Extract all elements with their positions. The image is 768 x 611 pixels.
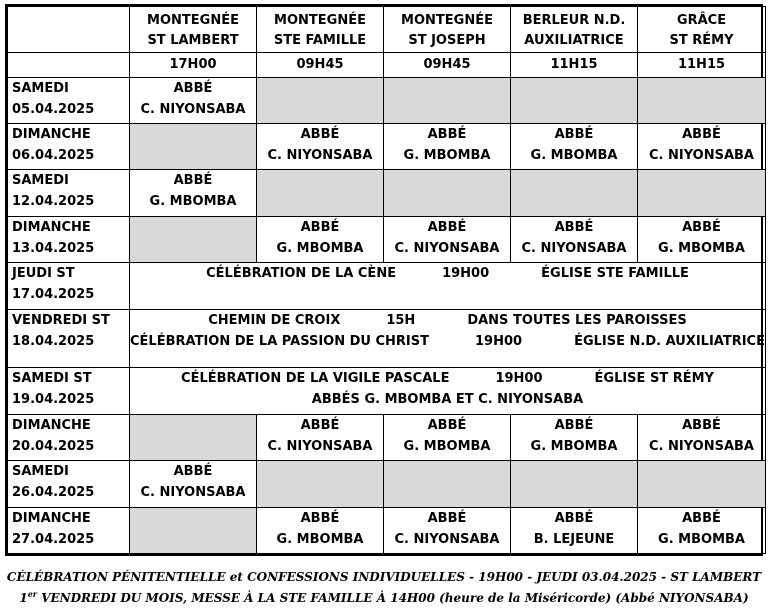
celebrant-cell: [638, 507, 766, 553]
celebration-location: ÉGLISE N.D. AUXILIATRICE: [574, 333, 765, 349]
footer-line-2: [0, 589, 768, 605]
celebrant-cell: [130, 461, 257, 507]
empty-cell: [638, 461, 766, 507]
church-name-line2: ST JOSEPH: [408, 33, 486, 48]
empty-cell: [384, 461, 511, 507]
celebration-time: 19H00: [442, 266, 490, 282]
date-label: 18.04.2025: [12, 333, 95, 349]
date-cell: [8, 507, 130, 553]
date-label: 19.04.2025: [12, 392, 95, 408]
footer-ordinal-suffix: er: [27, 589, 38, 599]
celebrant-title: ABBÉ: [427, 127, 467, 143]
celebrant-cell: [257, 124, 384, 170]
church-name-line1: BERLEUR N.D.: [522, 13, 626, 28]
celebrant-name: C. NIYONSABA: [267, 148, 373, 164]
celebrant-name: C. NIYONSABA: [267, 438, 373, 454]
celebrant-name: C. NIYONSABA: [140, 485, 246, 501]
schedule-row: [8, 414, 766, 460]
header-row-churches: [8, 7, 766, 53]
church-header: [511, 7, 638, 53]
date-label: 13.04.2025: [12, 240, 95, 256]
special-celebration-cell: [130, 368, 766, 414]
celebration-title: CHEMIN DE CROIX: [208, 312, 341, 328]
day-label: DIMANCHE: [12, 219, 91, 235]
celebrant-title: ABBÉ: [682, 510, 721, 526]
date-label: 26.04.2025: [12, 485, 95, 501]
mass-schedule-table: [7, 6, 766, 554]
date-cell: [8, 368, 130, 414]
footer-line-2-text: VENDREDI DU MOIS, MESSE À LA STE FAMILLE À 14H00 (heure de la Miséricorde) (Abbé NIYONSABA): [37, 591, 749, 605]
date-cell: [8, 461, 130, 507]
schedule-row: [8, 309, 766, 368]
day-label: SAMEDI: [12, 80, 69, 96]
day-label: SAMEDI: [12, 464, 69, 480]
celebrant-title: ABBÉ: [300, 219, 340, 235]
church-name-line1: MONTEGNÉE: [274, 13, 366, 28]
celebrant-cell: [257, 216, 384, 262]
date-cell: [8, 124, 130, 170]
celebrant-cell: [384, 414, 511, 460]
celebrant-cell: [257, 414, 384, 460]
celebrant-cell: [130, 170, 257, 216]
date-cell: [8, 77, 130, 123]
empty-cell: [511, 77, 638, 123]
schedule-row: [8, 170, 766, 216]
celebrant-title: ABBÉ: [682, 417, 721, 433]
celebrant-title: ABBÉ: [300, 417, 340, 433]
schedule-table-frame: [5, 4, 763, 556]
celebration-location: ÉGLISE ST RÉMY: [594, 371, 714, 387]
celebrant-name: C. NIYONSABA: [649, 438, 754, 454]
celebrant-cell: [130, 77, 257, 123]
celebrant-cell: [511, 124, 638, 170]
empty-cell: [638, 77, 766, 123]
day-label: VENDREDI ST: [12, 312, 110, 328]
celebration-location: ÉGLISE STE FAMILLE: [541, 266, 689, 282]
celebration-line: [130, 263, 765, 284]
church-header: [130, 7, 257, 53]
celebration-time: 19H00: [475, 333, 523, 349]
special-celebration-cell: [130, 263, 766, 309]
special-celebration-cell: [130, 309, 766, 368]
date-label: 27.04.2025: [12, 531, 95, 547]
celebrant-title: ABBÉ: [682, 219, 721, 235]
celebrant-title: ABBÉ: [300, 127, 340, 143]
celebrant-title: ABBÉ: [554, 510, 594, 526]
day-label: SAMEDI: [12, 173, 69, 189]
schedule-row: [8, 507, 766, 553]
mass-time: 17H00: [130, 53, 257, 77]
celebrant-title: ABBÉ: [427, 219, 467, 235]
date-label: 06.04.2025: [12, 148, 95, 164]
day-label: DIMANCHE: [12, 510, 91, 526]
celebrant-name: C. NIYONSABA: [140, 101, 246, 117]
celebration-note: ABBÉS G. MBOMBA ET C. NIYONSABA: [311, 392, 584, 408]
celebrant-title: ABBÉ: [427, 417, 467, 433]
celebrant-cell: [384, 507, 511, 553]
date-cell: [8, 309, 130, 368]
corner-cell: [8, 7, 130, 53]
celebration-line: [130, 368, 765, 389]
day-label: JEUDI ST: [12, 266, 75, 282]
empty-cell: [384, 77, 511, 123]
celebrant-name: G. MBOMBA: [276, 240, 364, 256]
empty-cell: [130, 414, 257, 460]
celebrant-title: ABBÉ: [173, 464, 213, 480]
mass-time: 11H15: [638, 53, 766, 77]
celebrant-name: C. NIYONSABA: [394, 531, 500, 547]
celebration-title: CÉLÉBRATION DE LA CÈNE: [206, 266, 397, 282]
day-label: SAMEDI ST: [12, 371, 92, 387]
date-label: 20.04.2025: [12, 438, 95, 454]
celebrant-name: C. NIYONSABA: [521, 240, 627, 256]
empty-cell: [257, 77, 384, 123]
celebrant-title: ABBÉ: [682, 127, 721, 143]
celebrant-cell: [511, 507, 638, 553]
church-name-line2: AUXILIATRICE: [524, 33, 624, 48]
celebration-time: 19H00: [495, 371, 543, 387]
celebrant-cell: [511, 216, 638, 262]
celebrant-name: G. MBOMBA: [403, 148, 491, 164]
date-label: 05.04.2025: [12, 101, 95, 117]
celebrant-cell: [511, 414, 638, 460]
schedule-row: [8, 263, 766, 309]
celebrant-name: G. MBOMBA: [149, 194, 237, 210]
footer-line-1: CÉLÉBRATION PÉNITENTIELLE et CONFESSIONS INDIVIDUELLES - 19H00 - JEUDI 03.04.2025 - ST LAMBERT: [6, 570, 762, 584]
celebrant-title: ABBÉ: [554, 417, 594, 433]
date-cell: [8, 170, 130, 216]
date-cell: [8, 216, 130, 262]
celebrant-title: ABBÉ: [427, 510, 467, 526]
schedule-row: [8, 77, 766, 123]
celebrant-name: C. NIYONSABA: [649, 148, 754, 164]
celebrant-title: ABBÉ: [173, 173, 213, 189]
schedule-row: [8, 368, 766, 414]
empty-cell: [130, 124, 257, 170]
church-header: [638, 7, 766, 53]
church-header: [257, 7, 384, 53]
corner-cell: [8, 53, 130, 77]
celebrant-name: B. LEJEUNE: [533, 531, 615, 547]
celebrant-title: ABBÉ: [554, 219, 594, 235]
celebrant-name: G. MBOMBA: [530, 148, 618, 164]
celebrant-title: ABBÉ: [173, 80, 213, 96]
empty-cell: [384, 170, 511, 216]
celebration-line: [130, 310, 765, 331]
empty-cell: [130, 507, 257, 553]
date-label: 17.04.2025: [12, 287, 95, 303]
empty-cell: [511, 170, 638, 216]
date-label: 12.04.2025: [12, 194, 95, 210]
mass-time: 09H45: [384, 53, 511, 77]
church-name-line1: MONTEGNÉE: [401, 13, 493, 28]
celebration-title: CÉLÉBRATION DE LA PASSION DU CHRIST: [130, 333, 430, 349]
church-name-line1: MONTEGNÉE: [147, 13, 239, 28]
church-name-line2: ST LAMBERT: [147, 33, 239, 48]
celebrant-name: G. MBOMBA: [658, 240, 745, 256]
celebration-time: 15H: [386, 312, 416, 328]
day-label: DIMANCHE: [12, 417, 91, 433]
mass-time: 11H15: [511, 53, 638, 77]
mass-time: 09H45: [257, 53, 384, 77]
date-cell: [8, 414, 130, 460]
empty-cell: [257, 170, 384, 216]
celebrant-cell: [257, 507, 384, 553]
celebration-line: [130, 331, 765, 352]
schedule-row: [8, 216, 766, 262]
celebrant-title: ABBÉ: [554, 127, 594, 143]
day-label: DIMANCHE: [12, 127, 91, 143]
celebrant-cell: [638, 216, 766, 262]
schedule-row: [8, 124, 766, 170]
church-header: [384, 7, 511, 53]
empty-cell: [257, 461, 384, 507]
celebrant-name: G. MBOMBA: [403, 438, 491, 454]
celebrant-name: G. MBOMBA: [658, 531, 745, 547]
celebrant-cell: [384, 216, 511, 262]
empty-cell: [638, 170, 766, 216]
celebrant-name: C. NIYONSABA: [394, 240, 500, 256]
empty-cell: [511, 461, 638, 507]
celebration-title: CÉLÉBRATION DE LA VIGILE PASCALE: [181, 371, 450, 387]
celebrant-cell: [384, 124, 511, 170]
celebrant-title: ABBÉ: [300, 510, 340, 526]
date-cell: [8, 263, 130, 309]
celebrant-cell: [638, 414, 766, 460]
celebrant-name: G. MBOMBA: [276, 531, 364, 547]
schedule-row: [8, 461, 766, 507]
empty-cell: [130, 216, 257, 262]
footer-ordinal-number: 1: [19, 591, 28, 605]
celebrant-name: G. MBOMBA: [530, 438, 618, 454]
church-name-line1: GRÂCE: [676, 13, 727, 28]
celebrant-cell: [638, 124, 766, 170]
header-row-times: [8, 53, 766, 77]
celebration-location: DANS TOUTES LES PAROISSES: [467, 312, 687, 328]
church-name-line2: STE FAMILLE: [273, 33, 367, 48]
church-name-line2: ST RÉMY: [669, 33, 734, 48]
